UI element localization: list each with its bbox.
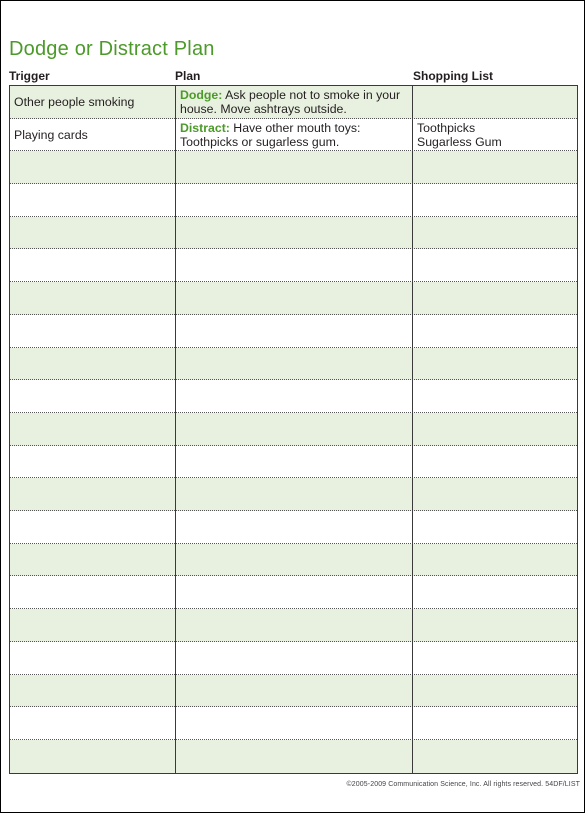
table-row bbox=[10, 675, 577, 708]
plan-label: Dodge: bbox=[180, 88, 223, 102]
copyright-footer: ©2005-2009 Communication Science, Inc. All rights reserved. 54DF/LIST bbox=[346, 781, 580, 788]
plan-label: Distract: bbox=[180, 120, 230, 135]
table-row bbox=[10, 478, 577, 511]
trigger-text: Other people smoking bbox=[14, 94, 135, 109]
table-row bbox=[10, 609, 577, 642]
table-row bbox=[10, 740, 577, 773]
table-row bbox=[10, 707, 577, 740]
column-divider bbox=[175, 86, 176, 773]
table-row bbox=[10, 250, 577, 283]
table-row bbox=[10, 86, 577, 119]
shopping-cell bbox=[413, 86, 577, 118]
table-row bbox=[10, 184, 577, 217]
table-row bbox=[10, 380, 577, 413]
trigger-text: Playing cards bbox=[14, 127, 88, 142]
table-row bbox=[10, 544, 577, 577]
shopping-cell bbox=[413, 119, 577, 151]
plan-cell bbox=[176, 119, 412, 151]
column-divider bbox=[412, 86, 413, 773]
table-row bbox=[10, 413, 577, 446]
table-row bbox=[10, 282, 577, 315]
table-row bbox=[10, 151, 577, 184]
plan-text: Have other mouth toys: Toothpicks or sugarless gum. bbox=[180, 120, 361, 149]
table-row bbox=[10, 315, 577, 348]
worksheet-page bbox=[1, 1, 584, 812]
table-row bbox=[10, 119, 577, 152]
plan-text: Ask people not to smoke in your house. Move ashtrays outside. bbox=[180, 88, 401, 116]
plan-table bbox=[9, 85, 578, 774]
trigger-cell bbox=[10, 119, 175, 151]
page-title: Dodge or Distract Plan bbox=[9, 38, 215, 60]
column-header-plan: Plan bbox=[175, 69, 201, 83]
shopping-item: Toothpicks bbox=[417, 120, 476, 135]
column-header-shopping-list: Shopping List bbox=[413, 69, 493, 83]
table-row bbox=[10, 348, 577, 381]
table-row bbox=[10, 217, 577, 250]
shopping-item: Sugarless Gum bbox=[417, 134, 502, 149]
column-header-trigger: Trigger bbox=[9, 69, 50, 83]
table-row bbox=[10, 511, 577, 544]
table-row bbox=[10, 642, 577, 675]
plan-cell bbox=[176, 86, 412, 118]
table-row bbox=[10, 577, 577, 610]
table-row bbox=[10, 446, 577, 479]
trigger-cell bbox=[10, 86, 175, 118]
